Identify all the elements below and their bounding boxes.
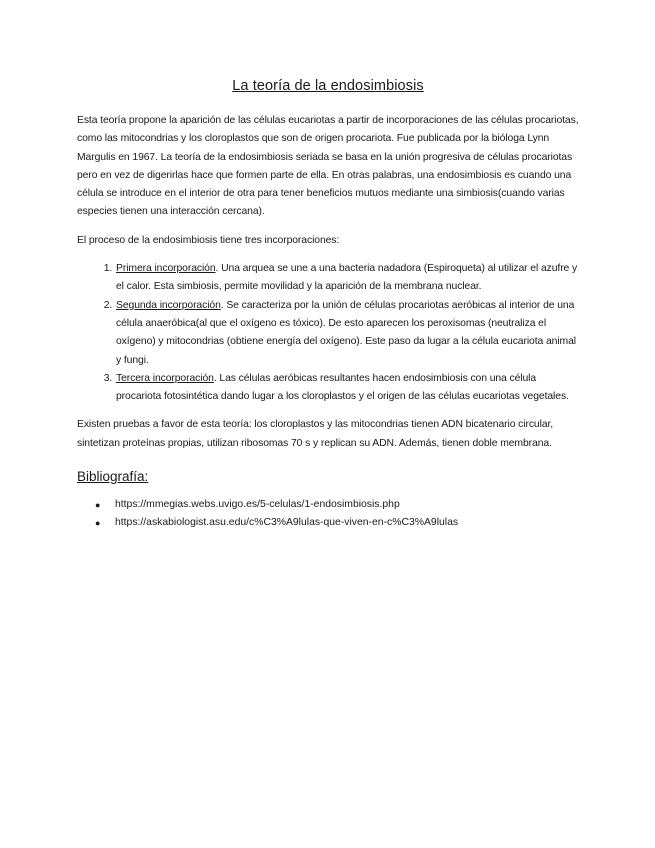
incorporation-text: . Una arquea se une a una bacteria nadadora (Espiroqueta) al utilizar el azufre y el calor. Esta simbiosis, permite movilidad y la aparición de la membrana nuclear. — [116, 263, 578, 293]
incorporation-text: . Las células aeróbicas resultantes hacen endosimbiosis con una célula procariota fotosintética dando lugar a los cloroplastos y el origen de las células eucariotas vegetales. — [116, 372, 569, 403]
list-item — [115, 260, 579, 297]
incorporation-label: Primera incorporación — [116, 263, 216, 275]
incorporation-label: Tercera incorporación — [116, 372, 214, 384]
incorporation-label: Segunda incorporación — [116, 299, 221, 311]
bibliography-list — [77, 496, 579, 533]
bibliography-item — [95, 496, 579, 514]
bullet-icon: ● — [95, 518, 101, 529]
bibliography-heading: Bibliografía: — [77, 469, 149, 485]
evidence-paragraph: Existen pruebas a favor de esta teoría: los cloroplastos y las mitocondrias tienen ADN bicatenario circular, sintetizan proteínas propias, utilizan ribosomas 70 s y replican su ADN. Además, tienen doble membrana. — [77, 419, 554, 449]
incorporations-list — [77, 260, 579, 406]
list-item — [115, 370, 579, 407]
document-title: La teoría de la endosimbiosis — [232, 78, 424, 94]
bibliography-link[interactable]: https://mmegias.webs.uvigo.es/5-celulas/1-endosimbiosis.php — [115, 499, 400, 511]
bullet-icon: ● — [95, 500, 101, 511]
incorporation-text: . Se caracteriza por la unión de células procariotas aeróbicas al interior de una célula anaeróbica(al que el oxígeno es tóxico). De esto aparecen los peroxisomas (neutraliza el oxígeno) y mitocondrias (obtiene energía del oxígeno). Este paso da lugar a la célula eucariota animal y fungi. — [116, 299, 576, 366]
process-intro-paragraph: El proceso de la endosimbiosis tiene tres incorporaciones: — [77, 234, 340, 246]
bibliography-item — [95, 514, 579, 532]
bibliography-link[interactable]: https://askabiologist.asu.edu/c%C3%A9lulas-que-viven-en-c%C3%A9lulas — [115, 517, 459, 529]
intro-paragraph: Esta teoría propone la aparición de las células eucariotas a partir de incorporaciones de las células procariotas, como las mitocondrias y los cloroplastos que son de origen procariota. Fue publicada por la bióloga Lynn Margulis en 1967. La teoría de la endosimbiosis seriada se basa en la unión progresiva de células procariotas pero en vez de digerirlas hace que formen parte de ella. En otras palabras, una endosimbiosis es cuando una célula se introduce en el interior de otra para tener beneficios mutuos mediante una simbiosis(cuando varias especies tienen una interacción cercana). — [77, 115, 579, 218]
list-item — [115, 297, 579, 370]
